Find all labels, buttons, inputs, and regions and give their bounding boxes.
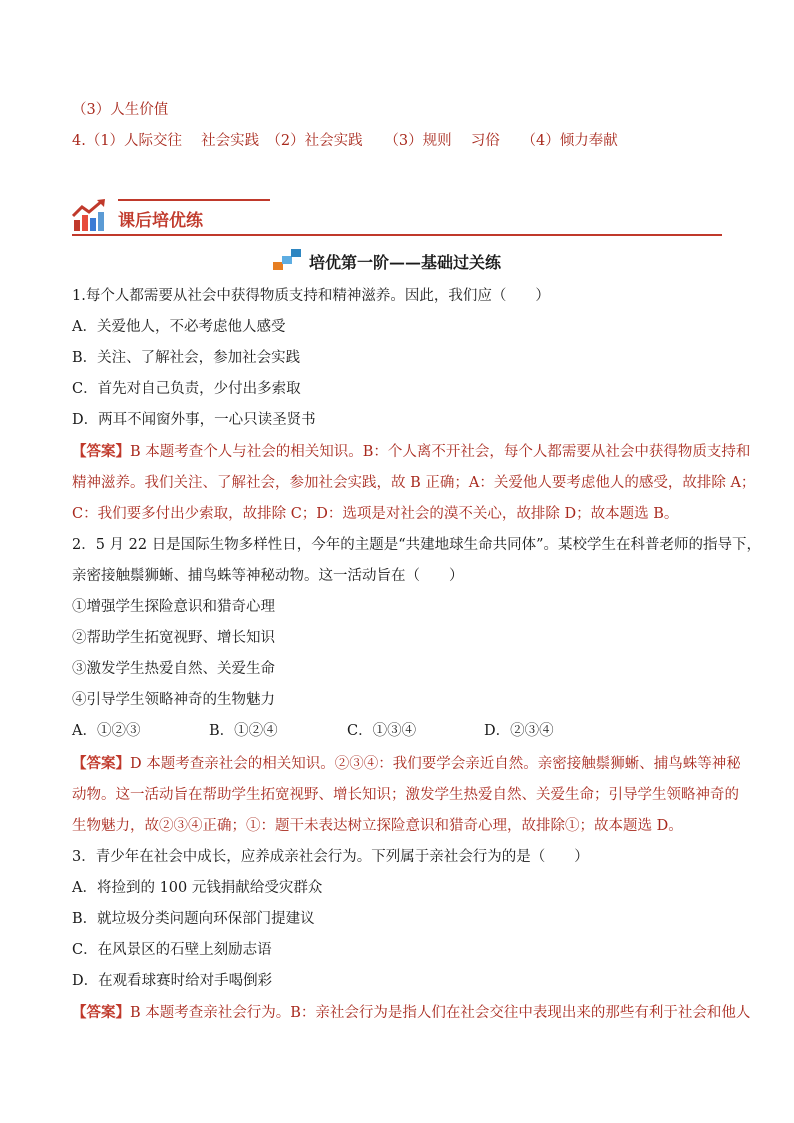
bar-chart-trend-icon	[72, 198, 108, 232]
q3-option-a: A．将捡到的 100 元钱捐献给受灾群众	[72, 880, 323, 896]
q2-answer-line-3: 生物魅力，故②③④正确；①：题干未表达树立探险意识和猎奇心理，故排除①；故本题选 D。	[72, 818, 683, 834]
q2-item-3: ③激发学生热爱自然、关爱生命	[72, 661, 275, 677]
q1-option-d: D．两耳不闻窗外事，一心只读圣贤书	[72, 412, 316, 428]
subsection-title: 培优第一阶——基础过关练	[309, 253, 502, 272]
q1-stem: 1.每个人都需要从社会中获得物质支持和精神滋养。因此，我们应（ ）	[72, 288, 550, 304]
q1-answer-text-1: B 本题考查个人与社会的相关知识。B：个人离不开社会，每个人都需要从社会中获得物质支持和	[130, 444, 751, 460]
prev-answer-line-1: （3）人生价值	[72, 102, 169, 118]
q2-answer-text-1: D 本题考查亲社会的相关知识。②③④：我们要学会亲近自然。亲密接触鬃狮蜥、捕鸟蛛等神秘	[130, 756, 741, 772]
q3-answer-tag: 【答案】	[72, 1004, 130, 1021]
prev-answer-line-2: 4.（1）人际交往 社会实践 （2）社会实践 （3）规则 习俗 （4）倾力奉献	[72, 133, 618, 149]
q2-option-b: B．①②④	[209, 723, 278, 739]
q2-stem-line-1: 2．5 月 22 日是国际生物多样性日，今年的主题是“共建地球生命共同体”。某校学生在科普老师的指导下，	[72, 537, 762, 553]
q3-answer-text-1: B 本题考查亲社会行为。B：亲社会行为是指人们在社会交往中表现出来的那些有利于社会和他人	[130, 1005, 751, 1021]
q3-option-b: B．就垃圾分类问题向环保部门提建议	[72, 911, 315, 927]
q1-answer-line-1	[72, 442, 750, 462]
q2-answer-line-2: 动物。这一活动旨在帮助学生拓宽视野、增长知识；激发学生热爱自然、关爱生命；引导学生领略神奇的	[72, 787, 739, 803]
q2-item-4: ④引导学生领略神奇的生物魅力	[72, 692, 275, 708]
section-title: 课后培优练	[118, 211, 203, 231]
q3-option-d: D．在观看球赛时给对手喝倒彩	[72, 973, 273, 989]
q1-option-b: B．关注、了解社会，参加社会实践	[72, 350, 301, 366]
q3-stem: 3．青少年在社会中成长，应养成亲社会行为。下列属于亲社会行为的是（ ）	[72, 849, 589, 865]
q2-options-row	[72, 721, 632, 741]
q1-answer-tag: 【答案】	[72, 443, 130, 460]
q2-option-a: A．①②③	[72, 723, 141, 739]
q2-stem-line-2: 亲密接触鬃狮蜥、捕鸟蛛等神秘动物。这一活动旨在（ ）	[72, 568, 464, 584]
q1-option-c: C．首先对自己负责，少付出多索取	[72, 381, 301, 397]
q1-answer-line-2: 精神滋养。我们关注、了解社会，参加社会实践，故 B 正确；A：关爱他人要考虑他人的感受，故排除 A；	[72, 475, 756, 491]
q3-answer-line-1	[72, 1003, 750, 1023]
stairs-icon	[273, 248, 301, 270]
q2-item-1: ①增强学生探险意识和猎奇心理	[72, 599, 275, 615]
section-header	[72, 196, 722, 236]
section-bottom-rule	[72, 234, 722, 236]
q2-item-2: ②帮助学生拓宽视野、增长知识	[72, 630, 275, 646]
q2-option-c: C．①③④	[347, 723, 417, 739]
q2-answer-line-1	[72, 754, 741, 774]
q1-answer-line-3: C：我们要多付出少索取，故排除 C；D：选项是对社会的漠不关心，故排除 D；故本题选 B。	[72, 506, 679, 522]
section-top-rule	[118, 199, 270, 201]
q2-answer-tag: 【答案】	[72, 755, 130, 772]
q3-option-c: C．在风景区的石壁上刻励志语	[72, 942, 272, 958]
q1-option-a: A．关爱他人，不必考虑他人感受	[72, 319, 286, 335]
q2-option-d: D．②③④	[484, 723, 554, 739]
